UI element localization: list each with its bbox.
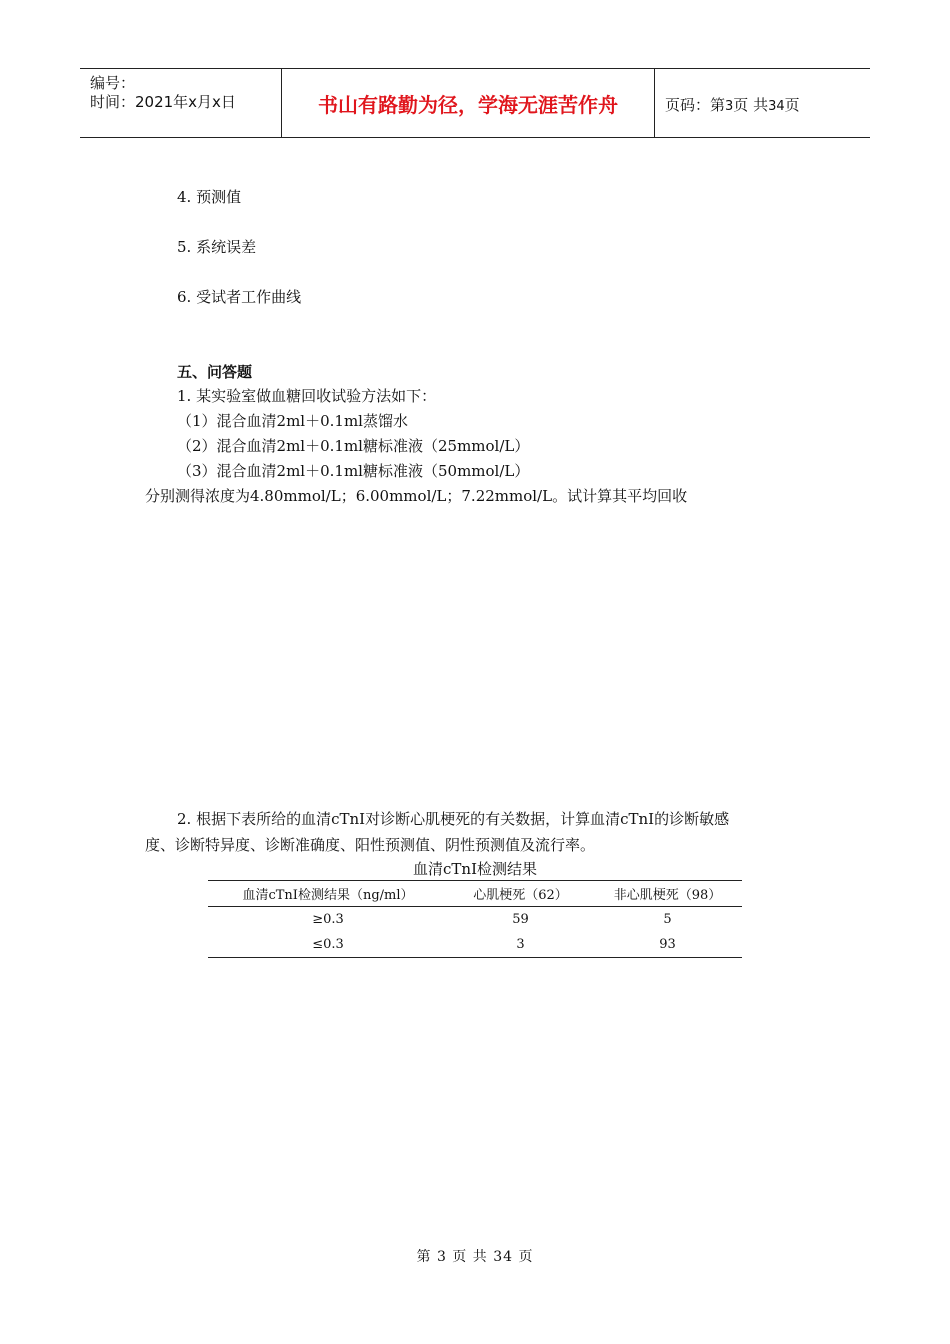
page-current: 3	[725, 99, 734, 114]
page-suffix: 页	[784, 96, 800, 114]
header-page-number	[665, 94, 800, 115]
table-cell: 59	[512, 912, 529, 927]
question1-step2: （2）混合血清2ml＋0.1ml糖标准液（25mmol/L）	[177, 437, 530, 455]
page-header	[80, 68, 870, 138]
page-mid: 页 共	[733, 96, 769, 114]
header-meta-cell	[80, 69, 282, 137]
question1-step1: （1）混合血清2ml＋0.1ml蒸馏水	[177, 412, 408, 430]
column-header: 非心肌梗死（98）	[613, 888, 722, 903]
question1-result: 分别测得浓度为4.80mmol/L；6.00mmol/L；7.22mmol/L。试计算其平均回收	[145, 487, 688, 505]
question2-line2: 度、诊断特异度、诊断准确度、阳性预测值、阴性预测值及流行率。	[145, 836, 596, 854]
item-roc-curve: 6. 受试者工作曲线	[177, 288, 302, 306]
ctni-results-table	[208, 880, 742, 958]
item-systematic-error: 5. 系统误差	[177, 238, 257, 256]
page-total: 34	[768, 99, 785, 114]
page-footer: 第 3 页 共 34 页	[416, 1249, 534, 1265]
question1-intro: 1. 某实验室做血糖回收试验方法如下：	[177, 387, 437, 405]
question1-step3: （3）混合血清2ml＋0.1ml糖标准液（50mmol/L）	[177, 462, 530, 480]
header-motto: 书山有路勤为径，学海无涯苦作舟	[282, 69, 655, 137]
table-title: 血清cTnI检测结果	[413, 860, 537, 878]
column-header: 心肌梗死（62）	[473, 888, 568, 903]
table-cell: ≥0.3	[312, 912, 344, 927]
item-predictive-value: 4. 预测值	[177, 188, 242, 206]
table-row	[208, 907, 742, 933]
column-header: 血清cTnI检测结果（ng/ml）	[242, 888, 414, 903]
question2-line1: 2. 根据下表所给的血清cTnI对诊断心肌梗死的有关数据，计算血清cTnI的诊断敏感	[177, 810, 730, 828]
serial-label: 编号：	[90, 74, 136, 92]
table-cell: 93	[659, 937, 676, 952]
section-title: 五、问答题	[177, 363, 253, 381]
table-cell: 3	[516, 937, 525, 952]
table-header-row	[208, 881, 742, 907]
table-cell: 5	[663, 912, 672, 927]
table-row	[208, 932, 742, 958]
page-prefix: 页码：第	[665, 96, 726, 114]
table-cell: ≤0.3	[312, 937, 344, 952]
time-label: 时间：2021年x月x日	[90, 93, 236, 111]
